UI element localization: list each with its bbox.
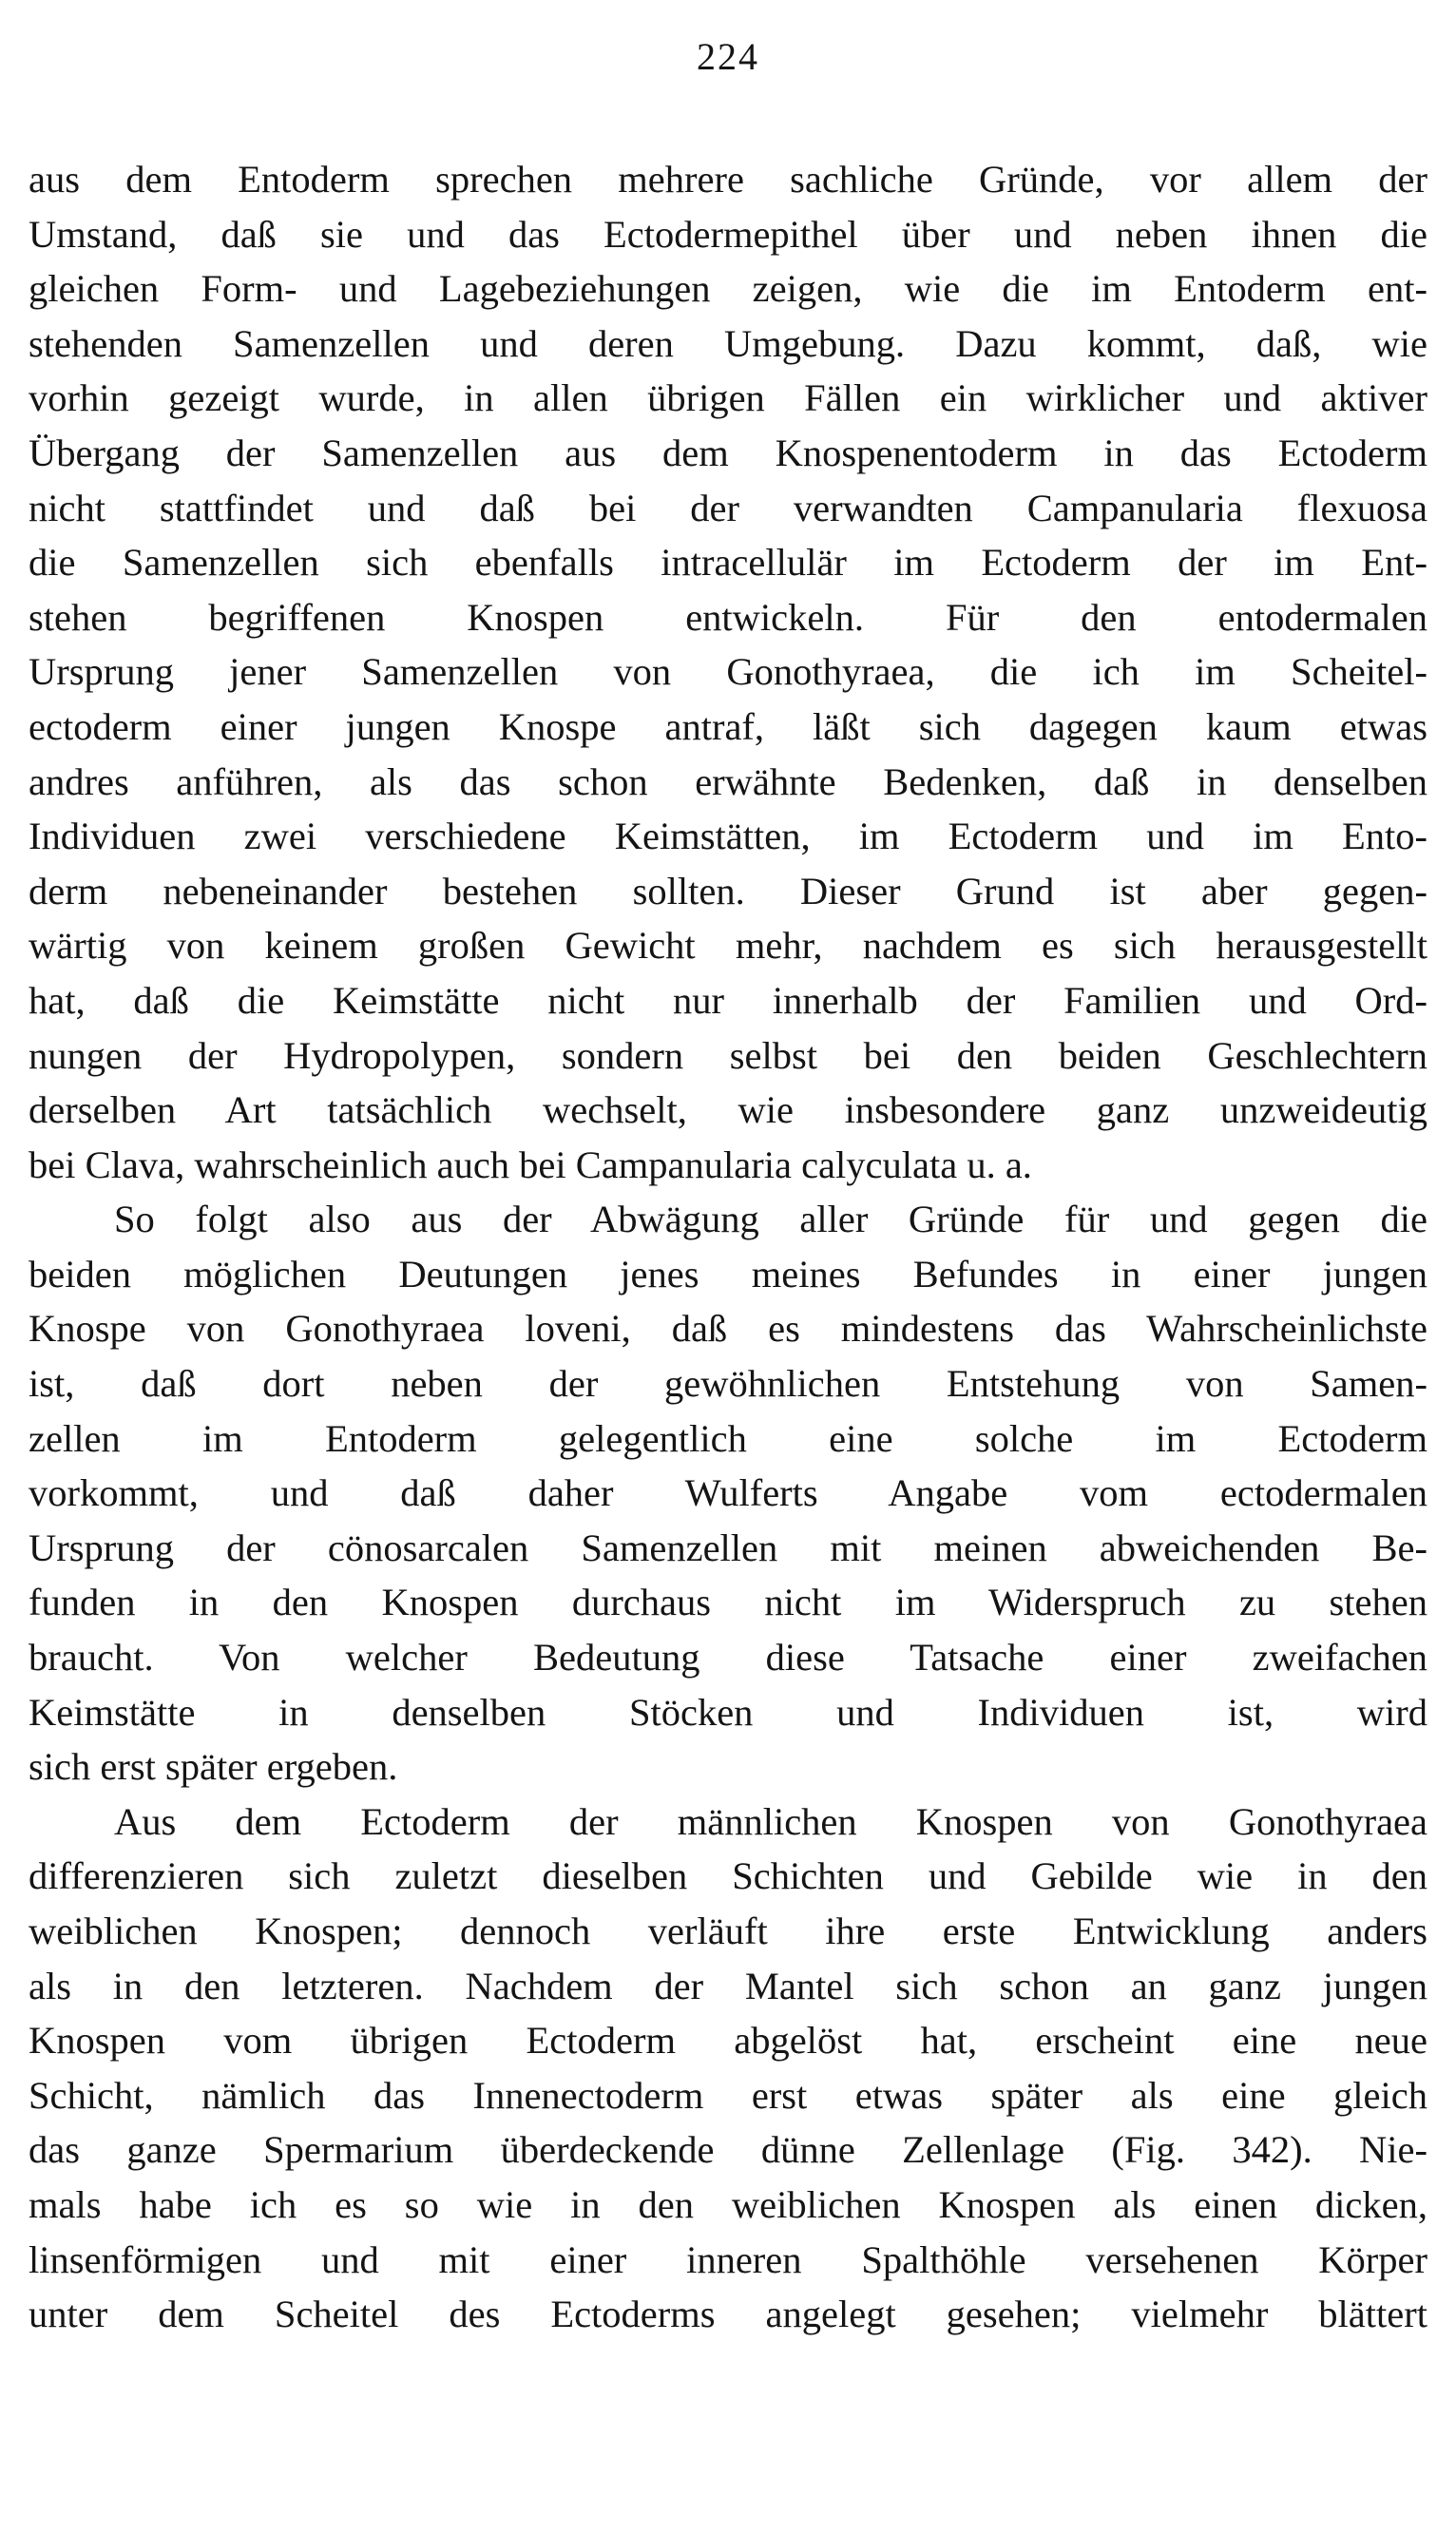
- page-number: 224: [697, 35, 759, 78]
- text-line: funden in den Knospen durchaus nicht im Widerspruch zu stehen: [29, 1581, 1427, 1624]
- text-line: linsenförmigen und mit einer inneren Spalthöhle versehenen Körper: [29, 2237, 1427, 2281]
- text-line: vorkommt, und daß daher Wulferts Angabe vom ectodermalen: [29, 1471, 1427, 1515]
- text-line: die Samenzellen sich ebenfalls intracellulär im Ectoderm der im Ent-: [29, 541, 1427, 585]
- text-line: bei Clava, wahrscheinlich auch bei Campanularia calyculata u. a.: [29, 1142, 1032, 1186]
- text-line: andres anführen, als das schon erwähnte Bedenken, daß in denselben: [29, 759, 1427, 803]
- paragraph-3: [29, 1795, 1427, 2342]
- text-line: Schicht, nämlich das Innenectoderm erst etwas später als eine gleich: [29, 2073, 1427, 2117]
- text-line: das ganze Spermarium überdeckende dünne Zellenlage (Fig. 342). Nie-: [29, 2128, 1427, 2172]
- text-line: Ursprung jener Samenzellen von Gonothyraea, die ich im Scheitel-: [29, 650, 1427, 694]
- text-line: nicht stattfindet und daß bei der verwandten Campanularia flexuosa: [29, 486, 1427, 529]
- text-line: Knospe von Gonothyraea loveni, daß es mindestens das Wahrscheinlichste: [29, 1307, 1427, 1351]
- text-line: stehen begriffenen Knospen entwickeln. Für den entodermalen: [29, 595, 1427, 639]
- text-line: vorhin gezeigt wurde, in allen übrigen Fällen ein wirklicher und aktiver: [29, 376, 1427, 420]
- text-line: braucht. Von welcher Bedeutung diese Tatsache einer zweifachen: [29, 1636, 1427, 1680]
- text-line: ist, daß dort neben der gewöhnlichen Entstehung von Samen-: [29, 1362, 1427, 1406]
- text-line: Individuen zwei verschiedene Keimstätten, im Ectoderm und im Ento-: [29, 815, 1427, 858]
- text-line: Aus dem Ectoderm der männlichen Knospen von Gonothyraea: [114, 1799, 1427, 1843]
- text-line: Knospen vom übrigen Ectoderm abgelöst hat, erscheint eine neue: [29, 2019, 1427, 2063]
- text-line: Übergang der Samenzellen aus dem Knospenentoderm in das Ectoderm: [29, 431, 1427, 474]
- text-line: stehenden Samenzellen und deren Umgebung. Dazu kommt, daß, wie: [29, 321, 1427, 365]
- text-line: als in den letzteren. Nachdem der Mantel sich schon an ganz jungen: [29, 1964, 1427, 2007]
- text-line: hat, daß die Keimstätte nicht nur innerhalb der Familien und Ord-: [29, 978, 1427, 1022]
- text-line: beiden möglichen Deutungen jenes meines Befundes in einer jungen: [29, 1252, 1427, 1296]
- text-line: weiblichen Knospen; dennoch verläuft ihre erste Entwicklung anders: [29, 1910, 1427, 1952]
- text-line: mals habe ich es so wie in den weiblichen Knospen als einen dicken,: [29, 2182, 1427, 2226]
- paragraph-2: [29, 1192, 1427, 1795]
- text-line: So folgt also aus der Abwägung aller Gründe für und gegen die: [114, 1198, 1427, 1241]
- text-line: sich erst später ergeben.: [29, 1745, 398, 1789]
- text-line: derm nebeneinander bestehen sollten. Dieser Grund ist aber gegen-: [29, 869, 1427, 912]
- text-line: Umstand, daß sie und das Ectodermepithel über und neben ihnen die: [29, 212, 1427, 256]
- text-line: differenzieren sich zuletzt dieselben Schichten und Gebilde wie in den: [29, 1854, 1427, 1898]
- text-line: wärtig von keinem großen Gewicht mehr, nachdem es sich herausgestellt: [29, 924, 1427, 968]
- text-line: nungen der Hydropolypen, sondern selbst bei den beiden Geschlechtern: [29, 1033, 1427, 1077]
- text-line: ectoderm einer jungen Knospe antraf, läßt sich dagegen kaum etwas: [29, 704, 1427, 748]
- text-line: Ursprung der cönosarcalen Samenzellen mit meinen abweichenden Be-: [29, 1526, 1427, 1569]
- text-line: unter dem Scheitel des Ectoderms angelegt gesehen; vielmehr blättert: [29, 2293, 1427, 2336]
- text-line: zellen im Entoderm gelegentlich eine solche im Ectoderm: [29, 1416, 1427, 1460]
- paragraph-1: [29, 152, 1427, 1192]
- text-line: aus dem Entoderm sprechen mehrere sachliche Gründe, vor allem der: [29, 158, 1427, 201]
- text-line: gleichen Form- und Lagebeziehungen zeigen, wie die im Entoderm ent-: [29, 267, 1427, 311]
- text-line: derselben Art tatsächlich wechselt, wie insbesondere ganz unzweideutig: [29, 1088, 1427, 1132]
- text-line: Keimstätte in denselben Stöcken und Individuen ist, wird: [29, 1690, 1427, 1734]
